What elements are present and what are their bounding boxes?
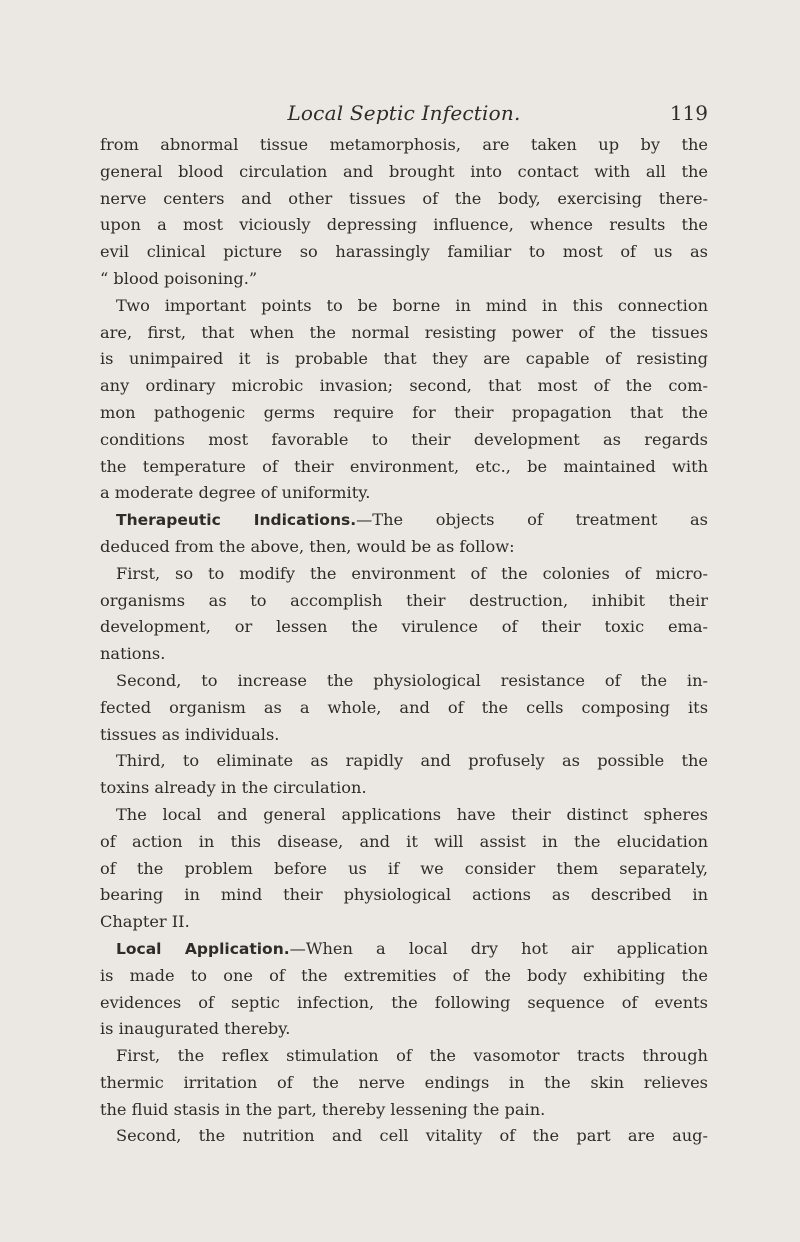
line-text: of the problem before us if we consider them separately, [100,858,708,878]
text-line [100,802,708,829]
text-line [100,186,708,213]
line-text: First, so to modify the environment of the colonies of micro- [116,563,708,583]
text-line [100,293,708,320]
line-text: nations. [100,644,166,664]
line-text: “ blood poisoning.” [100,268,258,288]
line-text: any ordinary microbic invasion; second, that most of the com- [100,376,708,396]
text-line [100,1097,708,1124]
text-line [100,427,708,454]
line-text: thermic irritation of the nerve endings in the skin relieves [100,1072,708,1092]
line-text: organisms as to accomplish their destruction, inhibit their [100,590,708,610]
text-line [100,132,708,159]
running-title: Local Septic Infection. [287,101,521,125]
line-text: —When a local dry hot air application [289,938,708,958]
text-line [100,561,708,588]
text-line [100,668,708,695]
body-text [100,132,708,1150]
line-text: is made to one of the extremities of the body exhibiting the [100,965,708,985]
line-text: —The objects of treatment as [356,510,708,530]
text-line [100,909,708,936]
line-text: the fluid stasis in the part, thereby lessening the pain. [100,1099,546,1119]
text-line [100,400,708,427]
line-text: Second, to increase the physiological resistance of the in- [116,670,708,690]
line-text: of action in this disease, and it will assist in the elucidation [100,831,708,851]
line-text: fected organism as a whole, and of the cells composing its [100,697,708,717]
text-line [100,212,708,239]
text-line [100,480,708,507]
line-text: Two important points to be borne in mind in this connection [116,295,708,315]
line-text: deduced from the above, then, would be as follow: [100,536,515,556]
line-text: is unimpaired it is probable that they are capable of resisting [100,349,708,369]
section-heading: Therapeutic Indications. [116,511,357,530]
text-line [100,695,708,722]
text-line [100,1123,708,1150]
text-line [100,748,708,775]
line-text: general blood circulation and brought into contact with all the [100,161,708,181]
text-line [100,320,708,347]
line-text: Second, the nutrition and cell vitality of the part are aug- [116,1126,708,1146]
section-heading: Local Application. [116,939,290,958]
text-line [100,775,708,802]
page-number: 119 [669,101,708,125]
text-line [100,963,708,990]
line-text: evil clinical picture so harassingly familiar to most of us as [100,242,708,262]
line-text: First, the reflex stimulation of the vasomotor tracts through [116,1046,708,1066]
text-line [100,588,708,615]
line-text: toxins already in the circulation. [100,778,367,798]
line-text: is inaugurated thereby. [100,1019,291,1039]
text-line [100,614,708,641]
line-text: the temperature of their environment, etc., be maintained with [100,456,708,476]
line-text: development, or lessen the virulence of their toxic ema- [100,617,708,637]
line-text: from abnormal tissue metamorphosis, are taken up by the [100,135,708,154]
line-text: Third, to eliminate as rapidly and profusely as possible the [116,751,708,771]
line-text: tissues as individuals. [100,724,280,744]
line-text: nerve centers and other tissues of the body, exercising there- [100,188,708,208]
line-text: a moderate degree of uniformity. [100,483,371,503]
text-line [100,507,708,534]
text-line [100,936,708,963]
text-line [100,266,708,293]
text-line [100,722,708,749]
line-text: upon a most viciously depressing influence, whence results the [100,215,708,235]
line-text: are, first, that when the normal resisting power of the tissues [100,322,708,342]
text-line [100,346,708,373]
text-line [100,239,708,266]
text-line [100,829,708,856]
running-head [100,98,708,128]
line-text: Chapter II. [100,912,190,932]
line-text: mon pathogenic germs require for their propagation that the [100,402,708,422]
text-line [100,534,708,561]
text-line [100,882,708,909]
text-line [100,641,708,668]
text-line [100,1016,708,1043]
text-line [100,454,708,481]
text-line [100,1043,708,1070]
text-line [100,1070,708,1097]
line-text: bearing in mind their physiological actions as described in [100,885,708,905]
line-text: evidences of septic infection, the following sequence of events [100,992,708,1012]
text-line [100,159,708,186]
text-line [100,373,708,400]
text-line [100,990,708,1017]
line-text: The local and general applications have their distinct spheres [116,804,708,824]
text-line [100,856,708,883]
line-text: conditions most favorable to their development as regards [100,429,708,449]
